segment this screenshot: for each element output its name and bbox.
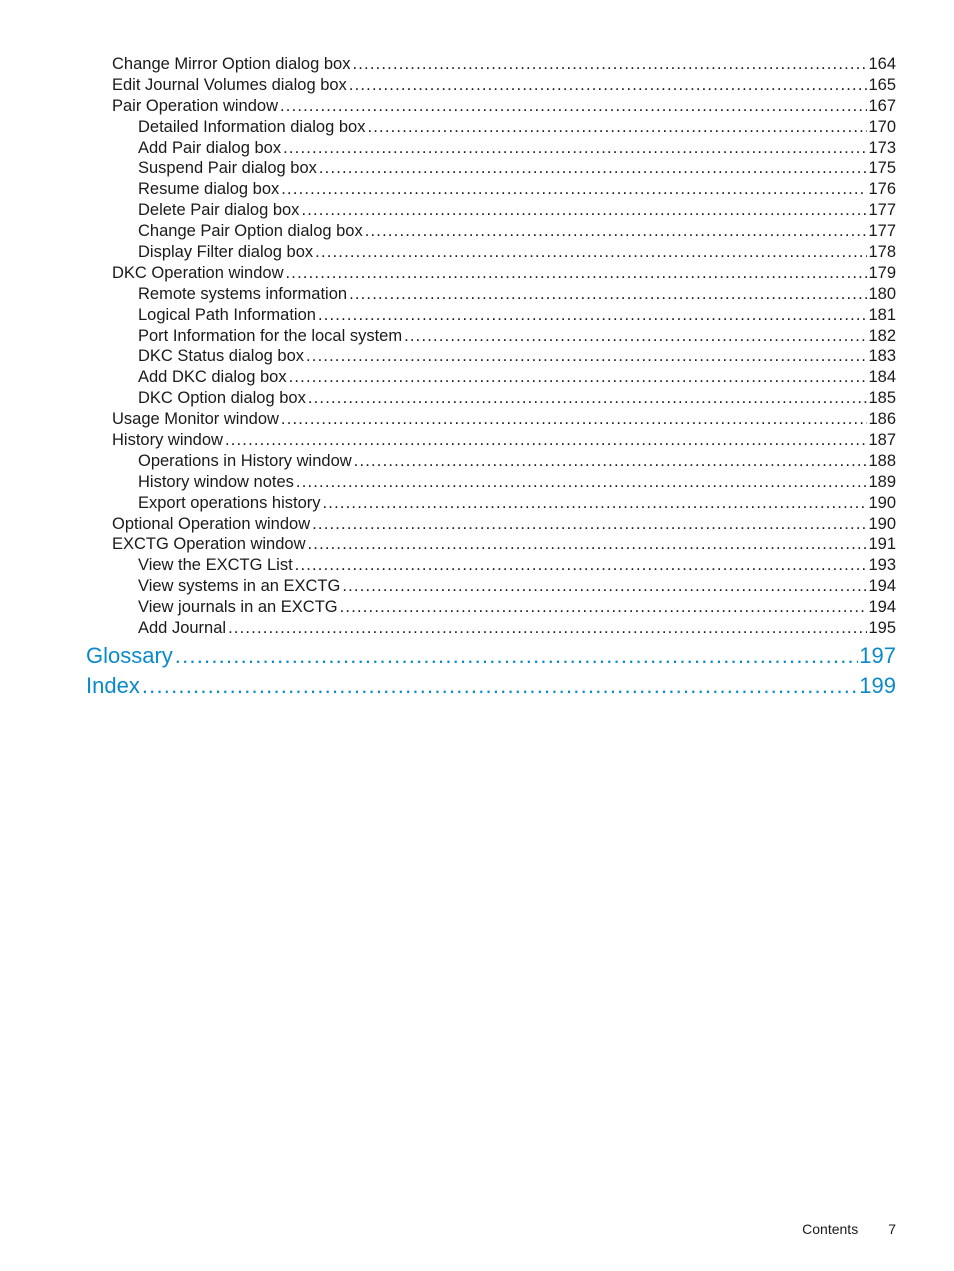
toc-entry[interactable] [0,284,954,305]
toc-entry-title[interactable]: Index [86,672,140,698]
toc-entry-title[interactable]: DKC Status dialog box [138,347,305,366]
toc-entry-page-number[interactable]: 194 [868,577,896,596]
toc-dot-leader [404,326,867,347]
toc-dot-leader [301,200,867,221]
toc-dot-leader [225,430,868,451]
toc-entry-page-number[interactable]: 180 [868,284,896,303]
toc-dot-leader [306,346,867,367]
toc-entry-title[interactable]: Glossary [86,642,173,668]
toc-entry[interactable] [0,75,954,96]
toc-entry-title[interactable]: Remote systems information [138,284,348,303]
toc-entry-page-number[interactable]: 181 [868,305,896,324]
toc-entry-title[interactable]: Resume dialog box [138,180,280,199]
toc-entry[interactable] [0,388,954,409]
toc-entry-title[interactable]: Display Filter dialog box [138,243,314,262]
toc-dot-leader [319,158,868,179]
toc-entry-page-number[interactable]: 175 [868,159,896,178]
toc-dot-leader [175,641,858,671]
toc-entry-page-number[interactable]: 176 [868,180,896,199]
toc-dot-leader [295,555,868,576]
toc-dot-leader [228,618,867,639]
toc-entry-page-number[interactable]: 199 [859,672,896,698]
toc-dot-leader [283,138,867,159]
footer-page-number: 7 [888,1221,896,1237]
toc-entry-page-number[interactable]: 178 [868,243,896,262]
toc-entry[interactable] [0,576,954,597]
toc-entry-title[interactable]: Suspend Pair dialog box [138,159,317,178]
toc-entry[interactable] [0,200,954,221]
toc-entry-title[interactable]: View systems in an EXCTG [138,577,341,596]
toc-dot-leader [349,75,868,96]
toc-entry-title[interactable]: View journals in an EXCTG [138,598,338,617]
toc-entry-page-number[interactable]: 187 [868,431,896,450]
toc-dot-leader [312,514,867,535]
toc-entry-page-number[interactable]: 197 [859,642,896,668]
toc-dot-leader [281,409,868,430]
toc-dot-leader [342,576,867,597]
toc-entry-page-number[interactable]: 191 [868,535,896,554]
toc-entry-page-number[interactable]: 190 [868,514,896,533]
toc-entry[interactable] [0,263,954,284]
toc-entry-title[interactable]: Pair Operation window [112,96,278,115]
toc-dot-leader [296,472,868,493]
toc-entry-title[interactable]: History window [112,431,223,450]
toc-entry-page-number[interactable]: 179 [868,263,896,282]
toc-entry-title[interactable]: Export operations history [138,493,321,512]
toc-entry-page-number[interactable]: 193 [868,556,896,575]
toc-dot-leader [281,179,867,200]
toc-entry[interactable] [0,514,954,535]
toc-entry[interactable] [0,493,954,514]
toc-entry-title[interactable]: Port Information for the local system [138,326,403,345]
toc-dot-leader [142,671,858,701]
toc-dot-leader [365,221,868,242]
toc-entry-page-number[interactable]: 177 [868,222,896,241]
toc-entry-title[interactable]: Add Pair dialog box [138,138,282,157]
toc-entry-page-number[interactable]: 189 [868,472,896,491]
toc-entry-title[interactable]: History window notes [138,472,294,491]
toc-entry[interactable] [0,221,954,242]
toc-entry-page-number[interactable]: 195 [868,619,896,638]
toc-entry[interactable] [0,618,954,639]
toc-entry[interactable] [0,179,954,200]
toc-dot-leader [354,451,868,472]
toc-entry-title[interactable]: View the EXCTG List [138,556,293,575]
toc-entry[interactable] [0,555,954,576]
toc-entry-page-number[interactable]: 184 [868,368,896,387]
toc-entry-page-number[interactable]: 190 [868,493,896,512]
toc-entry-page-number[interactable]: 165 [868,75,896,94]
toc-entry[interactable] [0,367,954,388]
toc-dot-leader [352,54,867,75]
toc-entry[interactable] [0,534,954,555]
toc-entry-page-number[interactable]: 170 [868,117,896,136]
toc-entry-title[interactable]: Change Pair Option dialog box [138,222,363,241]
page-footer [802,1221,896,1237]
toc-entry[interactable] [0,451,954,472]
toc-dot-leader [323,493,868,514]
toc-entry-title[interactable]: DKC Option dialog box [138,389,306,408]
toc-entry[interactable] [0,409,954,430]
toc-entry[interactable] [0,326,954,347]
toc-entry[interactable] [0,54,954,75]
toc-dot-leader [340,597,868,618]
toc-entry-page-number[interactable]: 183 [868,347,896,366]
toc-entry-title[interactable]: Delete Pair dialog box [138,201,300,220]
toc-entry[interactable] [0,597,954,618]
toc-dot-leader [280,96,867,117]
table-of-contents [0,54,954,701]
toc-entry-page-number[interactable]: 188 [868,451,896,470]
toc-entry-page-number[interactable]: 182 [868,326,896,345]
toc-entry-title[interactable]: Operations in History window [138,451,352,470]
toc-dot-leader [367,117,867,138]
toc-entry[interactable] [0,96,954,117]
toc-entry-title[interactable]: Usage Monitor window [112,410,279,429]
toc-entry[interactable] [0,117,954,138]
toc-dot-leader [308,534,868,555]
toc-entry-title[interactable]: Change Mirror Option dialog box [112,55,351,73]
toc-dot-leader [349,284,867,305]
toc-dot-leader [318,305,868,326]
toc-entry-page-number[interactable]: 164 [868,55,896,73]
toc-entry-title[interactable]: Detailed Information dialog box [138,117,366,136]
toc-entry[interactable] [0,305,954,326]
toc-entry[interactable] [0,430,954,451]
toc-entry-page-number[interactable]: 177 [868,201,896,220]
toc-entry[interactable] [0,138,954,159]
toc-entry-page-number[interactable]: 173 [868,138,896,157]
toc-dot-leader [289,367,868,388]
toc-entry-title[interactable]: Optional Operation window [112,514,311,533]
toc-entry-title[interactable]: Logical Path Information [138,305,316,324]
toc-entry[interactable] [0,472,954,493]
toc-entry[interactable] [0,346,954,367]
toc-entry-title[interactable]: EXCTG Operation window [112,535,306,554]
toc-entry-page-number[interactable]: 186 [868,410,896,429]
toc-entry-title[interactable]: DKC Operation window [112,263,284,282]
toc-chapter-entry[interactable] [0,671,954,701]
toc-entry-title[interactable]: Edit Journal Volumes dialog box [112,75,347,94]
toc-entry[interactable] [0,242,954,263]
toc-entry-page-number[interactable]: 185 [868,389,896,408]
footer-section-label: Contents [802,1221,859,1237]
toc-dot-leader [308,388,868,409]
toc-entry-title[interactable]: Add DKC dialog box [138,368,287,387]
toc-entry[interactable] [0,158,954,179]
toc-entry-title[interactable]: Add Journal [138,619,227,638]
toc-chapter-entry[interactable] [0,641,954,671]
toc-entry-page-number[interactable]: 167 [868,96,896,115]
toc-dot-leader [315,242,867,263]
toc-dot-leader [286,263,868,284]
toc-entry-page-number[interactable]: 194 [868,598,896,617]
